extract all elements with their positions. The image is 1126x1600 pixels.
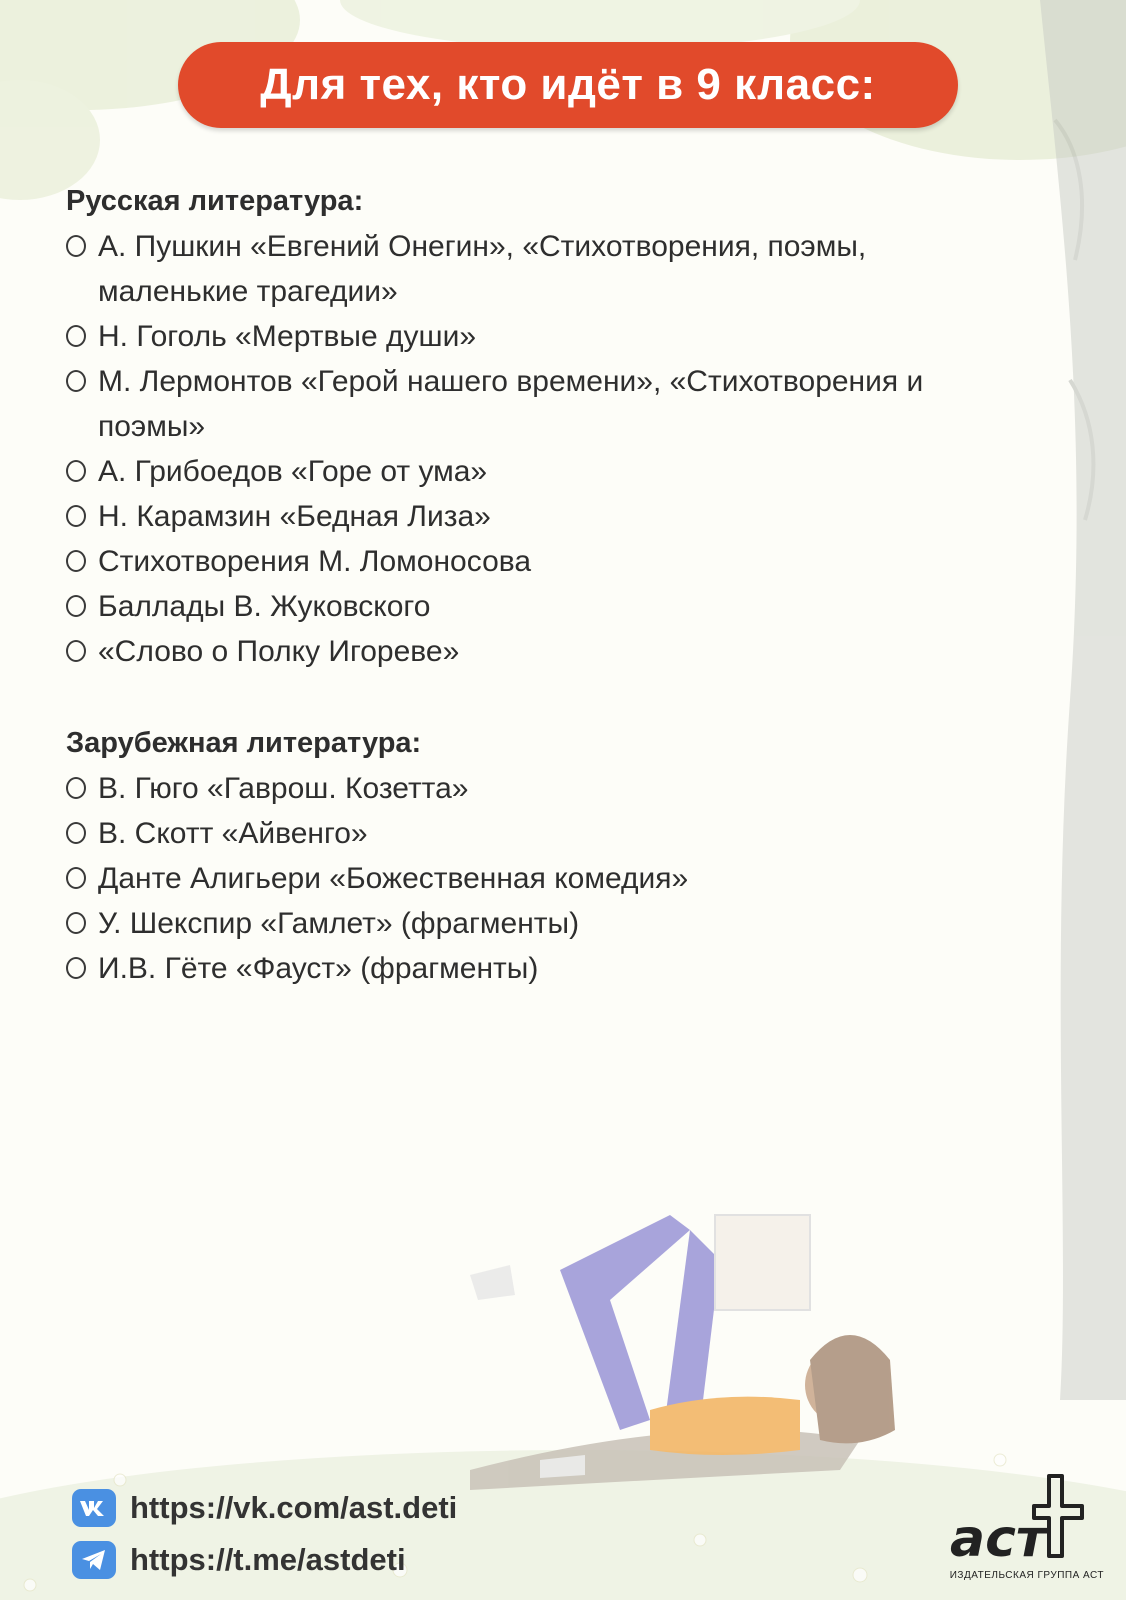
list-item: Стихотворения М. Ломоносова — [66, 539, 926, 584]
circle-bullet-icon — [66, 822, 86, 844]
list-item: У. Шекспир «Гамлет» (фрагменты) — [66, 901, 926, 946]
list-item: А. Пушкин «Евгений Онегин», «Стихотворения, поэмы, маленькие трагедии» — [66, 224, 926, 314]
list-item: «Слово о Полку Игореве» — [66, 629, 926, 674]
circle-bullet-icon — [66, 460, 86, 482]
reading-girl-illustration — [470, 1215, 895, 1490]
tree-trunk — [1040, 0, 1126, 1400]
telegram-link-row[interactable] — [72, 1537, 457, 1583]
vk-link-row[interactable] — [72, 1485, 457, 1531]
list-item: Н. Карамзин «Бедная Лиза» — [66, 494, 926, 539]
page-title: Для тех, кто идёт в 9 класс: — [260, 60, 876, 109]
list-item: В. Гюго «Гаврош. Козетта» — [66, 766, 926, 811]
list-item: Н. Гоголь «Мертвые души» — [66, 314, 926, 359]
circle-bullet-icon — [66, 325, 86, 347]
header-banner — [178, 42, 958, 128]
section-title: Зарубежная литература: — [66, 727, 422, 759]
reading-list — [66, 178, 926, 991]
book-list — [66, 766, 926, 991]
circle-bullet-icon — [66, 550, 86, 572]
section-foreign — [66, 720, 926, 991]
logo-caption: ИЗДАТЕЛЬСКАЯ ГРУППА АСТ — [949, 1570, 1104, 1581]
logo-text: аст — [950, 1509, 1047, 1569]
section-russian — [66, 178, 926, 674]
book-list — [66, 224, 926, 674]
circle-bullet-icon — [66, 640, 86, 662]
section-divider — [66, 674, 926, 720]
circle-bullet-icon — [66, 957, 86, 979]
circle-bullet-icon — [66, 505, 86, 527]
circle-bullet-icon — [66, 777, 86, 799]
list-item: Баллады В. Жуковского — [66, 584, 926, 629]
social-links — [72, 1485, 457, 1589]
circle-bullet-icon — [66, 370, 86, 392]
vk-link[interactable]: https://vk.com/ast.deti — [130, 1490, 458, 1525]
list-item: А. Грибоедов «Горе от ума» — [66, 449, 926, 494]
circle-bullet-icon — [66, 867, 86, 889]
list-item: В. Скотт «Айвенго» — [66, 811, 926, 856]
section-title: Русская литература: — [66, 185, 364, 217]
list-item: М. Лермонтов «Герой нашего времени», «Стихотворения и поэмы» — [66, 359, 926, 449]
circle-bullet-icon — [66, 595, 86, 617]
telegram-link[interactable]: https://t.me/astdeti — [130, 1542, 406, 1577]
list-item: И.В. Гёте «Фауст» (фрагменты) — [66, 946, 926, 991]
circle-bullet-icon — [66, 235, 86, 257]
circle-bullet-icon — [66, 912, 86, 934]
vk-icon[interactable] — [72, 1489, 116, 1527]
list-item: Данте Алигьери «Божественная комедия» — [66, 856, 926, 901]
telegram-icon[interactable] — [72, 1541, 116, 1579]
